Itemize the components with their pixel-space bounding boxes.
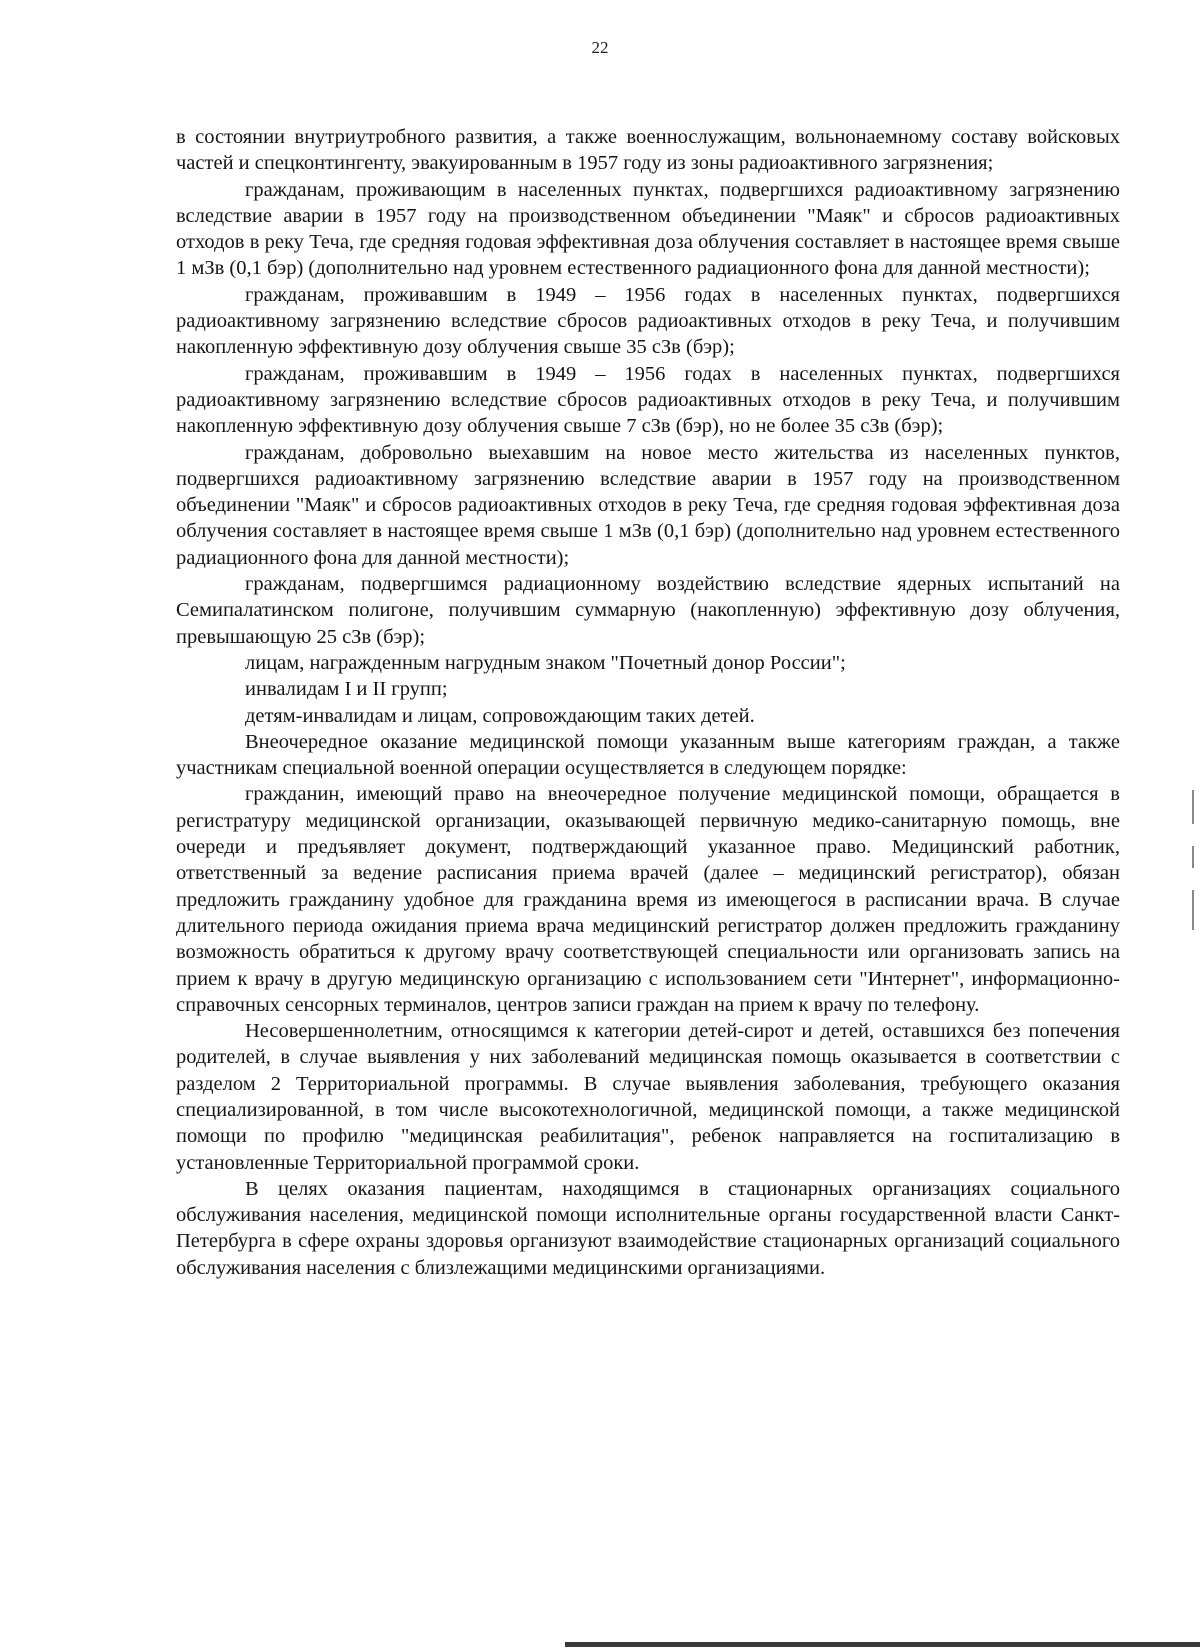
paragraph: В целях оказания пациентам, находящимся в стационарных организациях социального обслуживания населения, медицинской помощи исполнительные органы государственной власти Санкт-Петербурга в сфере охраны здоровья организуют взаимодействие стационарных организаций социального обслуживания населения с близлежащими медицинскими организациями. bbox=[176, 1177, 1120, 1279]
paragraph: Несовершеннолетним, относящимся к категории детей-сирот и детей, оставшихся без попечения родителей, в случае выявления у них заболеваний медицинская помощь оказывается в соответствии с разделом 2 Территориальной программы. В случае выявления заболевания, требующего оказания специализированной, в том числе высокотехнологичной, медицинской помощи, а также медицинской помощи по профилю "медицинская реабилитация", ребенок направляется на госпитализацию в установленные Территориальной программой сроки. bbox=[176, 1020, 1120, 1174]
paragraph: Внеочередное оказание медицинской помощи указанным выше категориям граждан, а также участникам специальной военной операции осуществляется в следующем порядке: bbox=[176, 730, 1120, 780]
paragraph: в состоянии внутриутробного развития, а также военнослужащим, вольнонаемному составу войсковых частей и спецконтингенту, эвакуированным в 1957 году из зоны радиоактивного загрязнения; bbox=[176, 126, 1120, 175]
paragraph: гражданам, проживавшим в 1949 – 1956 годах в населенных пунктах, подвергшихся радиоактивному загрязнению вследствие сбросов радиоактивных отходов в реку Теча, и получившим накопленную эффективную дозу облучения свыше 7 сЗв (бэр), но не более 35 сЗв (бэр); bbox=[176, 362, 1120, 438]
page-body bbox=[176, 124, 1120, 1281]
paragraph: инвалидам I и II групп; bbox=[245, 678, 448, 701]
paragraph: гражданам, добровольно выехавшим на новое место жительства из населенных пунктов, подвергшихся радиоактивному загрязнению вследствие аварии в 1957 году на производственном объединении "Маяк" и сбросов радиоактивных отходов в реку Теча, где средняя годовая эффективная доза облучения составляет в настоящее время свыше 1 мЗв (0,1 бэр) (дополнительно над уровнем естественного радиационного фона для данной местности); bbox=[176, 441, 1120, 569]
page-number: 22 bbox=[591, 38, 609, 57]
paragraph: лицам, награжденным нагрудным знаком "Почетный донор России"; bbox=[245, 651, 846, 674]
paragraph: гражданин, имеющий право на внеочередное получение медицинской помощи, обращается в регистратуру медицинской организации, оказывающей первичную медико-санитарную помощь, вне очереди и предъявляет документ, подтверждающий указанное право. Медицинский работник, ответственный за ведение расписания приема врачей (далее – медицинский регистратор), обязан предложить гражданину удобное для гражданина время из имеющегося в расписании врача. В случае длительного периода ожидания приема врача медицинский регистратор должен предложить гражданину возможность обратиться к другому врачу соответствующей специальности или организовать запись на прием к врачу в другую медицинскую организацию с использованием сети "Интернет", информационно-справочных сенсорных терминалов, центров записи граждан на прием к врачу по телефону. bbox=[176, 783, 1120, 1016]
paragraph: детям-инвалидам и лицам, сопровождающим таких детей. bbox=[245, 704, 755, 727]
paragraph: гражданам, проживавшим в 1949 – 1956 годах в населенных пунктах, подвергшихся радиоактивному загрязнению вследствие сбросов радиоактивных отходов в реку Теча, и получившим накопленную эффективную дозу облучения свыше 35 сЗв (бэр); bbox=[176, 283, 1120, 359]
scan-bottom-edge bbox=[565, 1642, 1200, 1647]
paragraph: гражданам, проживающим в населенных пунктах, подвергшихся радиоактивному загрязнению вследствие аварии в 1957 году на производственном объединении "Маяк" и сбросов радиоактивных отходов в реку Теча, где средняя годовая эффективная доза облучения составляет в настоящее время свыше 1 мЗв (0,1 бэр) (дополнительно над уровнем естественного радиационного фона для данной местности); bbox=[176, 178, 1120, 280]
scan-margin-marks bbox=[1192, 790, 1194, 950]
paragraph: гражданам, подвергшимся радиационному воздействию вследствие ядерных испытаний на Семипалатинском полигоне, получившим суммарную (накопленную) эффективную дозу облучения, превышающую 25 сЗв (бэр); bbox=[176, 573, 1120, 648]
